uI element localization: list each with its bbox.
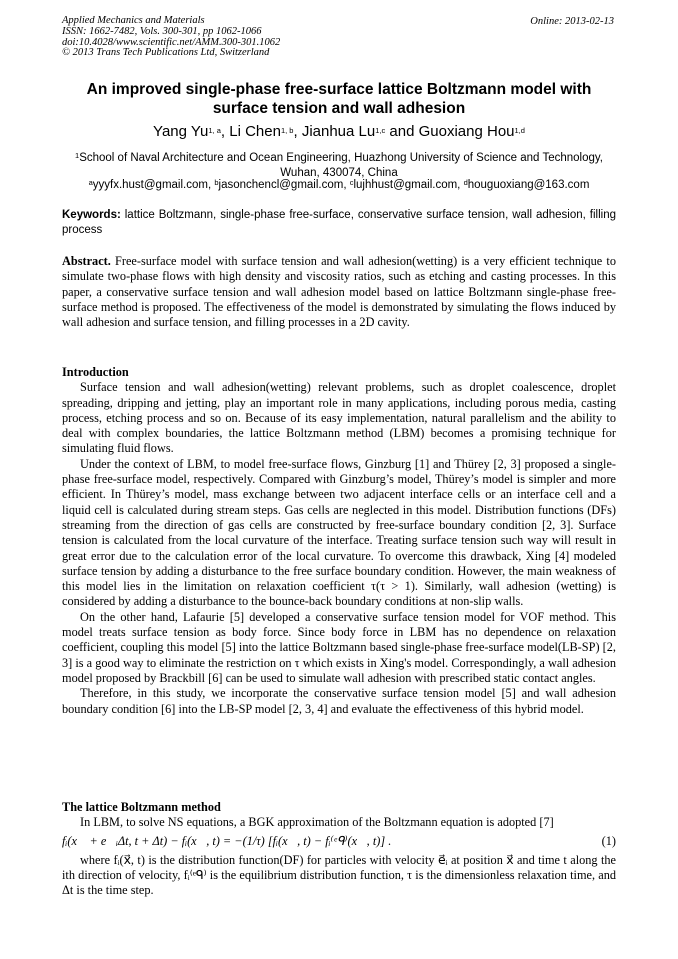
section-heading-introduction: Introduction: [62, 365, 129, 379]
email-superscript: a: [88, 177, 93, 187]
email-address: jasonchencl@gmail.com,: [218, 179, 350, 191]
section-heading-lbm: The lattice Boltzmann method: [62, 800, 221, 814]
copyright-line: © 2013 Trans Tech Publications Ltd, Switzerland: [62, 47, 270, 59]
affiliation-superscript: 1: [75, 150, 80, 160]
equation-1: [62, 831, 616, 853]
paragraph: On the other hand, Lafaurie [5] developed a conservative surface tension model for VOF method. This model treats surface tension as body force. Since body force in LBM has no dependence on relaxation coefficient, coupling this model [5] into the lattice Boltzmann based single-phase free-surface model(LB-SP) [2, 3] is a good way to eliminate the restriction on τ which exists in Xing's model. Correspondingly, a wall adhesion model proposed by Brackbill [6] can be used to simulate wall adhesion with prescribed static contact angles.: [62, 609, 616, 685]
introduction-section: [62, 365, 616, 717]
affiliation: [62, 151, 616, 180]
email-superscript: b: [214, 177, 219, 187]
equation-body: fᵢ(x⃗ + e⃗ᵢΔt, t + Δt) − fᵢ(x⃗, t) = −(1/τ) [fᵢ(x⃗, t) − fᵢ⁽ᵉᑫ⁾(x⃗, t)] .: [62, 833, 392, 848]
author-separator: ,: [220, 123, 230, 140]
doi-line: doi:10.4028/www.scientific.net/AMM.300-301.1062: [62, 36, 281, 48]
author-superscript: 1, b: [280, 125, 294, 135]
author-superscript: 1,c: [375, 125, 386, 135]
publication-info: [62, 16, 280, 59]
email-address: lujhhust@gmail.com,: [353, 179, 464, 191]
paragraph: Therefore, in this study, we incorporate the conservative surface tension model [5] and wall adhesion boundary condition [6] into the LB-SP model [2, 3, 4] and evaluate the effectiveness of this hybrid model.: [62, 686, 616, 716]
abstract-label: Abstract.: [62, 254, 111, 268]
abstract-text: Free-surface model with surface tension and wall adhesion(wetting) is a very efficient technique to simulate two-phase flows with high density and viscosity ratios, such as etching and casting processes. In this paper, a conservative surface tension and wall adhesion model based on lattice Boltzmann single-phase free-surface method is proposed. The effectiveness of the model is demonstrated by simulating the flows induced by wall adhesion and surface tension, and filling processes in a 2D cavity.: [62, 254, 616, 330]
issn-line: ISSN: 1662-7482, Vols. 300-301, pp 1062-1066: [62, 25, 262, 37]
author-name: Yang Yu: [153, 123, 209, 140]
author-separator: ,: [293, 123, 302, 140]
author-superscript: 1,d: [514, 125, 525, 135]
paragraph: where fᵢ(x⃗, t) is the distribution function(DF) for particles with velocity e⃗ᵢ at position x⃗ and time t along the ith direction of velocity, fᵢ⁽ᵉᑫ⁾ is the equilibrium distribution function, τ is the dimensionless relaxation time, and Δt is the time step.: [62, 852, 616, 898]
journal-name: Applied Mechanics and Materials: [62, 15, 205, 26]
author-name: Guoxiang Hou: [418, 123, 515, 140]
author-superscript: 1, a: [208, 125, 221, 135]
keywords-text: lattice Boltzmann, single-phase free-surface, conservative surface tension, wall adhesion, filling process: [62, 209, 616, 236]
author-separator: and: [385, 123, 419, 140]
keywords: [62, 208, 616, 238]
author-name: Jianhua Lu: [301, 123, 376, 140]
affiliation-text: School of Naval Architecture and Ocean Engineering, Huazhong University of Science and Technology, Wuhan, 430074, China: [79, 152, 603, 179]
lbm-section: [62, 800, 616, 898]
paragraph: In LBM, to solve NS equations, a BGK approximation of the Boltzmann equation is adopted [7]: [80, 815, 554, 830]
online-date: Online: 2013-02-13: [530, 16, 614, 27]
paragraph: Surface tension and wall adhesion(wetting) relevant problems, such as droplet coalescence, droplet spreading, dripping and jetting, play an important role in many applications, including porous media, casting process, etching process and so on. Because of its easy implementation, natural parallelism and the ability to deal with complex boundaries, the lattice Boltzmann method (LBM) becomes a promising technique for simulating fluid flows.: [62, 380, 616, 456]
email-list: [62, 179, 616, 191]
equation-number: (1): [601, 833, 616, 848]
paper-title: An improved single-phase free-surface lattice Boltzmann model with surface tension and wall adhesion: [86, 81, 592, 117]
abstract: [62, 254, 616, 330]
author-list: [62, 123, 616, 140]
author-name: Li Chen: [229, 123, 281, 140]
email-superscript: d: [463, 177, 468, 187]
keywords-label: Keywords:: [62, 209, 121, 221]
email-address: houguoxiang@163.com: [467, 179, 590, 191]
email-superscript: c: [349, 177, 354, 187]
email-address: yyyfx.hust@gmail.com,: [92, 179, 215, 191]
paragraph: Under the context of LBM, to model free-surface flows, Ginzburg [1] and Thürey [2, 3] proposed a single-phase free-surface model, respectively. Compared with Ginzburg’s model, Thürey’s model is simpler and more efficient. In Thürey’s model, mass exchange between two adjacent interface cells or an interface cell and a liquid cell is calculated during stream steps. Gas cells are neglected in this model. Distribution functions (DFs) streaming from the direction of gas cells are constructed by free-surface boundary condition [2, 3]. Surface tension is calculated from the local curvature of the interface. Treating surface tension such way will result in great error due to the calculation error of the local curvature. To overcome this drawback, Xing [4] modeled surface tension by adding a disturbance to the free surface boundary condition. However, the main weakness of this model lies in the limitation on relaxation coefficient τ(τ > 1). Similarly, wall adhesion (wetting) is considered by adding a disturbance to the bounce-back boundary conditions at non-slip walls.: [62, 456, 616, 609]
